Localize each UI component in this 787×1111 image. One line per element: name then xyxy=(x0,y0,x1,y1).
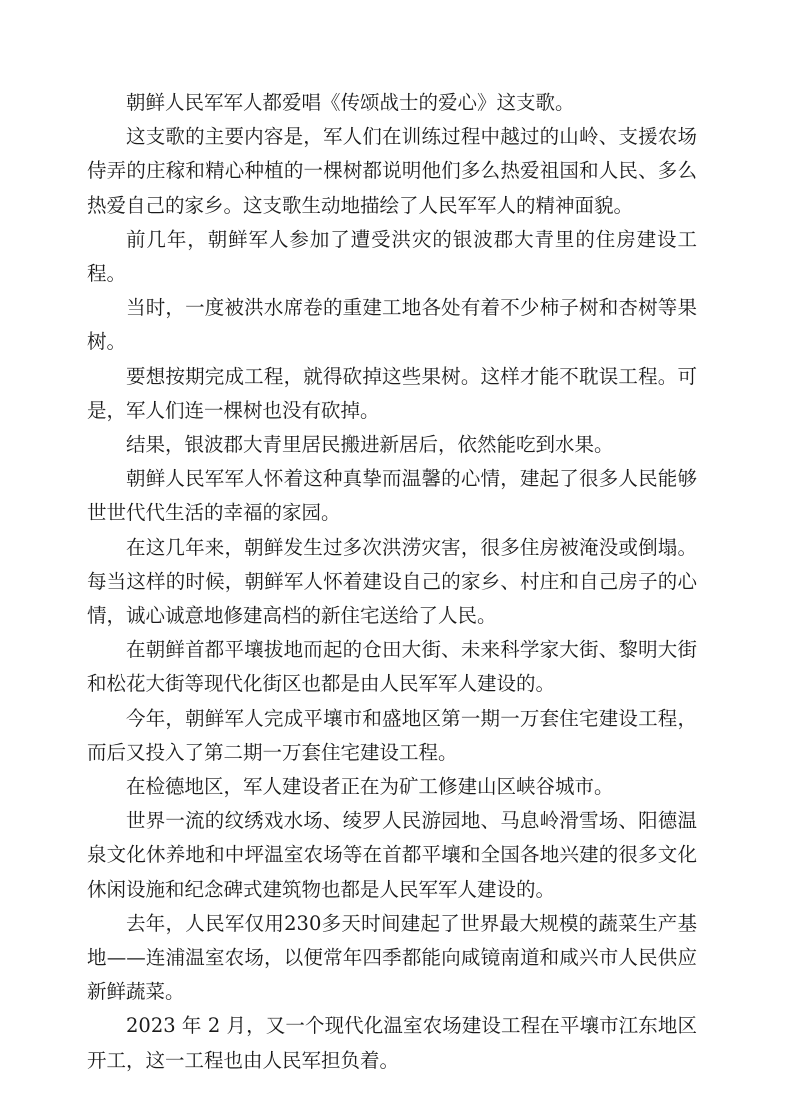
paragraph-13: 去年，人民军仅用230多天时间建起了世界最大规模的蔬菜生产基地——连浦温室农场，以便常年四季都能向咸镜南道和咸兴市人民供应新鲜蔬菜。 xyxy=(87,911,697,1004)
paragraph-4: 当时，一度被洪水席卷的重建工地各处有着不少柿子树和杏树等果树。 xyxy=(87,296,697,354)
paragraph-6: 结果，银波郡大青里居民搬进新居后，依然能吃到水果。 xyxy=(126,433,614,457)
paragraph-1: 朝鲜人民军军人都爱唱《传颂战士的爱心》这支歌。 xyxy=(126,91,575,114)
paragraph-7: 朝鲜人民军军人怀着这种真挚而温馨的心情，建起了很多人民能够世世代代生活的幸福的家园。 xyxy=(87,467,697,525)
paragraph-9: 在朝鲜首都平壤拔地而起的仓田大街、未来科学家大街、黎明大街和松花大街等现代化街区也都是由人民军军人建设的。 xyxy=(87,638,697,696)
paragraph-8: 在这几年来，朝鲜发生过多次洪涝灾害，很多住房被淹没或倒塌。每当这样的时候，朝鲜军人怀着建设自己的家乡、村庄和自己房子的心情，诚心诚意地修建高档的新住宅送给了人民。 xyxy=(87,535,697,628)
paragraph-2: 这支歌的主要内容是，军人们在训练过程中越过的山岭、支援农场侍弄的庄稼和精心种植的一棵树都说明他们多么热爱祖国和人民、多么热爱自己的家乡。这支歌生动地描绘了人民军军人的精神面貌。 xyxy=(87,125,697,217)
paragraph-10: 今年，朝鲜军人完成平壤市和盛地区第一期一万套住宅建设工程，而后又投入了第二期一万套住宅建设工程。 xyxy=(87,706,697,764)
paragraph-3: 前几年，朝鲜军人参加了遭受洪灾的银波郡大青里的住房建设工程。 xyxy=(87,227,697,286)
paragraph-5: 要想按期完成工程，就得砍掉这些果树。这样才能不耽误工程。可是，军人们连一棵树也没有砍掉。 xyxy=(87,364,697,422)
paragraph-14: 2023 年 2 月，又一个现代化温室农场建设工程在平壤市江东地区开工，这一工程也由人民军担负着。 xyxy=(87,1014,697,1072)
paragraph-11: 在检德地区，军人建设者正在为矿工修建山区峡谷城市。 xyxy=(126,775,614,799)
paragraph-12: 世界一流的纹绣戏水场、绫罗人民游园地、马息岭滑雪场、阳德温泉文化休养地和中坪温室农场等在首都平壤和全国各地兴建的很多文化休闲设施和纪念碑式建筑物也都是人民军军人建设的。 xyxy=(87,809,697,901)
